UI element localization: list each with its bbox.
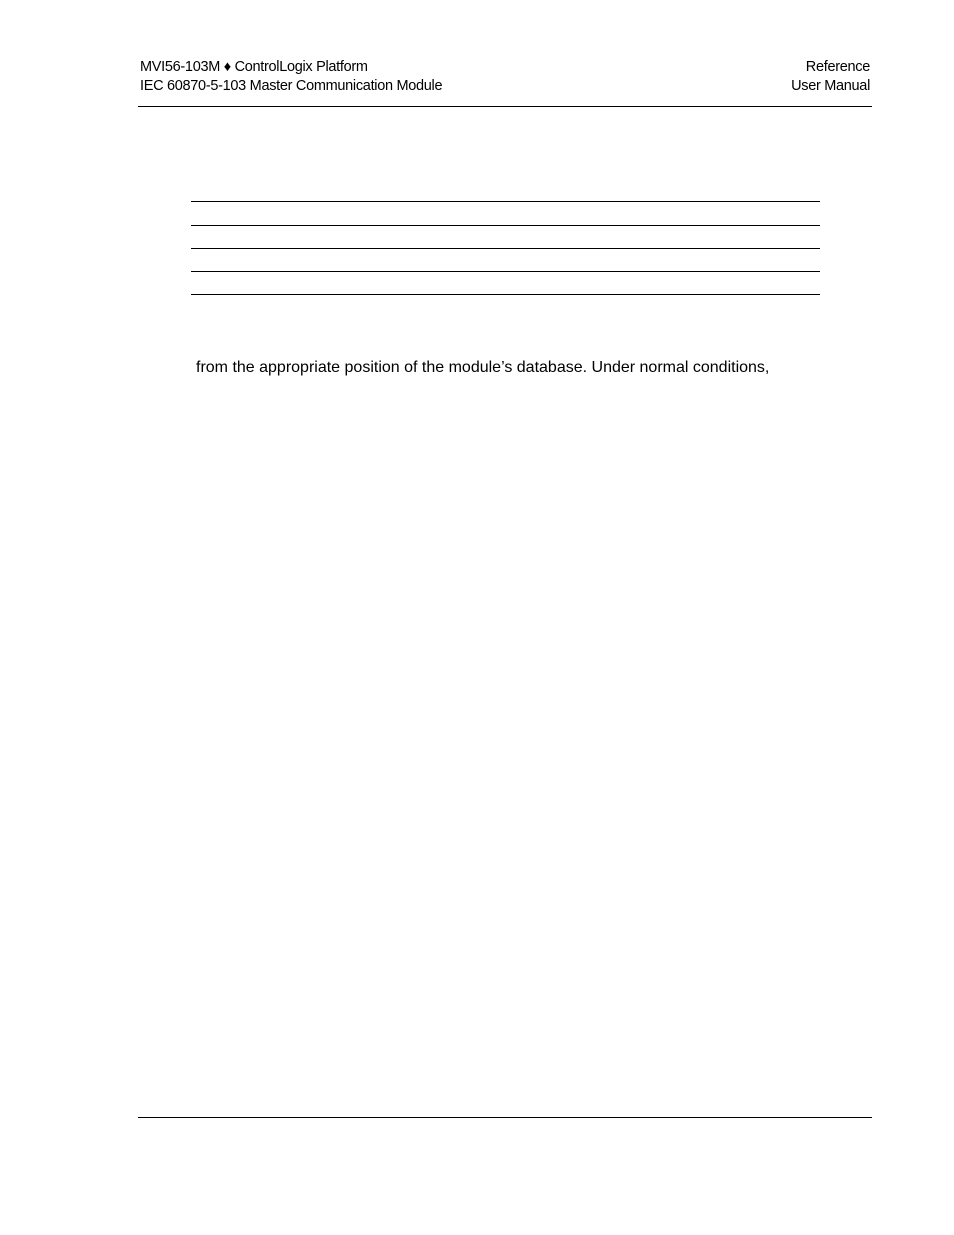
table-rule-bottom [191,294,820,295]
header-product-subtitle: IEC 60870-5-103 Master Communication Module [140,78,443,94]
table-rule-row-1 [191,225,820,226]
header-left-block [140,58,442,96]
header-document-type: User Manual [791,78,870,94]
footer-rule [138,1117,872,1118]
table-rule-row-3 [191,271,820,272]
header-section-name: Reference [805,59,870,75]
page-header [138,58,872,107]
header-right-block [791,58,870,96]
header-product-title: MVI56-103M ♦ ControlLogix Platform [140,59,368,75]
table-rule-row-2 [191,248,820,249]
body-paragraph: from the appropriate position of the module’s database. Under normal conditions, [196,359,770,376]
table-rule-top [191,201,820,202]
